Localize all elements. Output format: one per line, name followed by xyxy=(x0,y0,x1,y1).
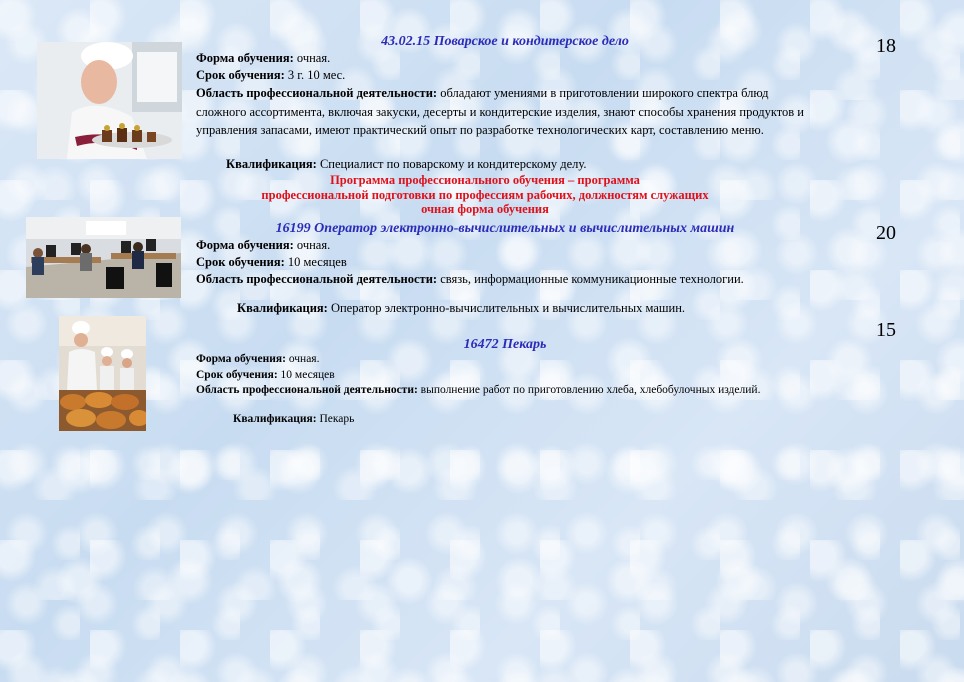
program-2-duration: Срок обучения: 10 месяцев xyxy=(196,255,347,269)
program-3-qualification: Квалификация: Пекарь xyxy=(233,413,355,425)
chef-photo xyxy=(37,42,182,159)
section-heading-line2: профессиональной подготовки по профессиям рабочих, должностям служащих xyxy=(261,187,709,202)
section-heading-line3: очная форма обучения xyxy=(421,202,549,216)
program-2-form: Форма обучения: очная. xyxy=(196,238,331,252)
section-heading-line1: Программа профессионального обучения – программа xyxy=(330,173,640,187)
program-1-seats: 18 xyxy=(876,35,896,57)
program-1-area: Область профессиональной деятельности: обладают умениями в приготовлении широкого спектра блюд сложного ассортимента, включая закуски, десерты и кондитерские изделия, знают способы хранения продуктов и управления запасами, имеют практический опыт по разработке технологических карт, составлению меню. xyxy=(196,86,804,137)
program-3-area: Область профессиональной деятельности: выполнение работ по приготовлению хлеба, хлебобулочных изделий. xyxy=(196,384,761,396)
program-1-form: Форма обучения: очная. xyxy=(196,51,331,65)
program-1-qualification: Квалификация: Специалист по поварскому и кондитерскому делу. xyxy=(226,157,587,171)
section-heading xyxy=(200,173,770,217)
program-2-seats: 20 xyxy=(876,222,896,244)
program-3-seats: 15 xyxy=(876,319,896,341)
program-2-qualification: Квалификация: Оператор электронно-вычислительных и вычислительных машин. xyxy=(237,301,686,315)
program-2-details xyxy=(196,237,816,288)
program-3-title: 16472 Пекарь xyxy=(463,337,547,352)
bakers-photo xyxy=(59,316,146,431)
program-3-qualification-wrap xyxy=(233,412,354,428)
program-1-details xyxy=(196,50,816,140)
program-3-form: Форма обучения: очная. xyxy=(196,353,320,365)
program-2-area: Область профессиональной деятельности: связь, информационные коммуникационные технологии. xyxy=(196,272,744,286)
computer-class-photo xyxy=(26,217,181,298)
program-3-duration: Срок обучения: 10 месяцев xyxy=(196,368,335,381)
program-3-details xyxy=(196,352,816,398)
program-1-title: 43.02.15 Поварское и кондитерское дело xyxy=(381,34,629,49)
program-1-duration: Срок обучения: 3 г. 10 мес. xyxy=(196,68,346,82)
program-2-title: 16199 Оператор электронно-вычислительных и вычислительных машин xyxy=(275,221,735,236)
